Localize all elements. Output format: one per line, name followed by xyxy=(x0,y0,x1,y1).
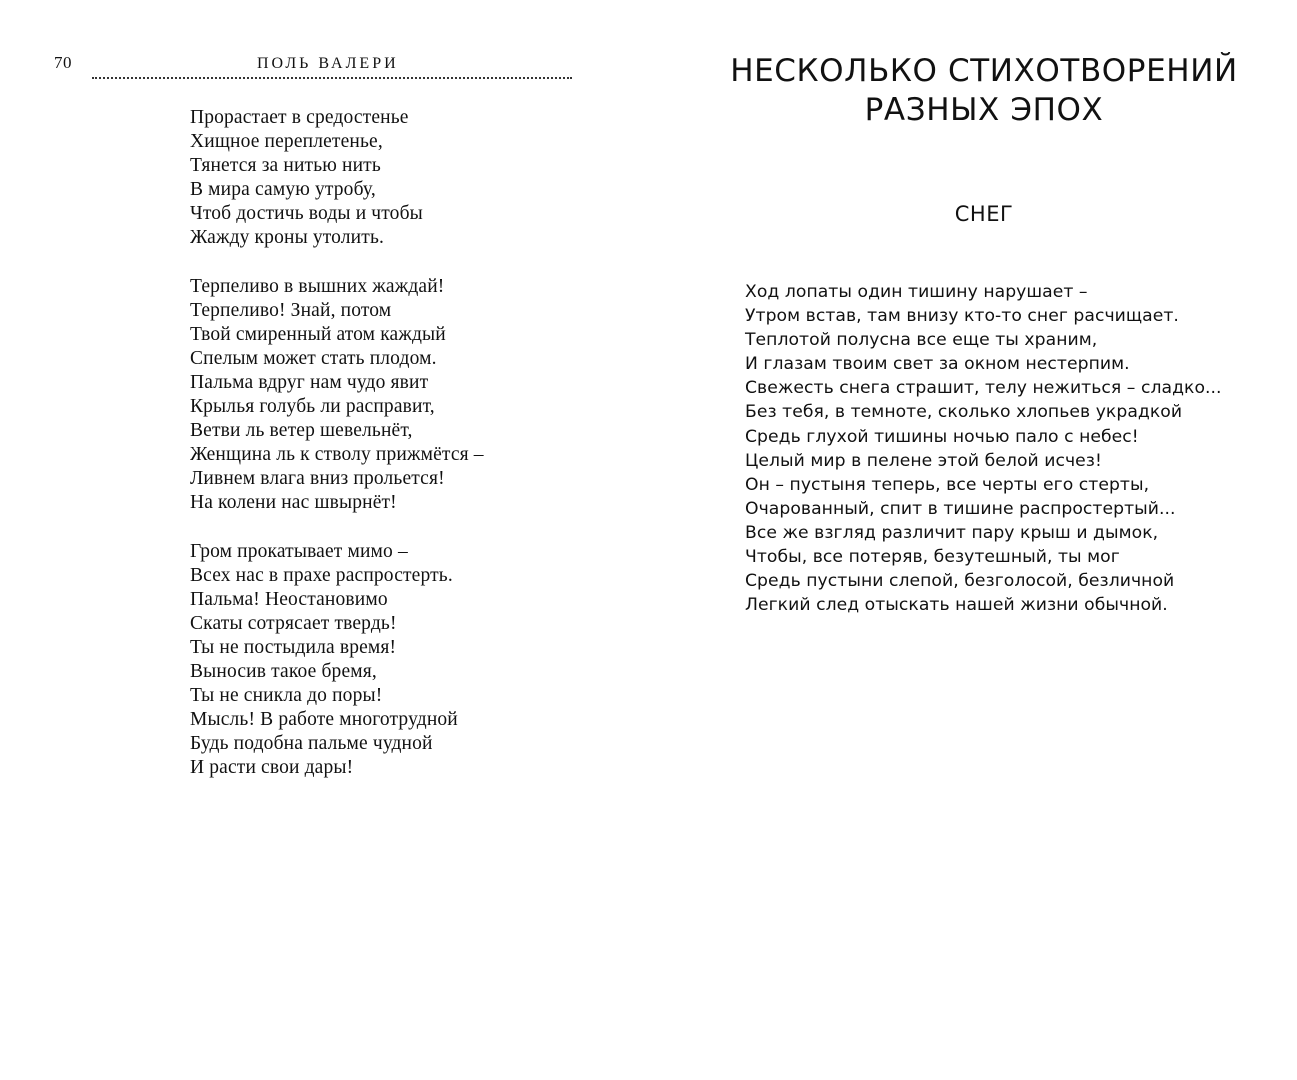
stanza-2 xyxy=(190,275,610,516)
running-header xyxy=(50,52,572,82)
poem-line: Гром прокатывает мимо – xyxy=(190,540,408,562)
page-number: 70 xyxy=(54,53,72,72)
poem-line: Будь подобна пальме чудной xyxy=(190,733,433,755)
stanza-3 xyxy=(190,540,610,781)
poem-line: Чтоб достичь воды и чтобы xyxy=(190,203,423,225)
poem-line: Он – пустыня теперь, все черты его стерты, xyxy=(745,474,1150,495)
poem-title: СНЕГ xyxy=(954,202,1014,226)
poem-line: На колени нас швырнёт! xyxy=(190,492,397,514)
poem-line: В мира самую утробу, xyxy=(190,179,376,201)
poem-line: Ветви ль ветер шевельнёт, xyxy=(190,420,413,442)
poem-left xyxy=(190,106,610,804)
poem-line: Ход лопаты один тишину нарушает – xyxy=(745,282,1088,302)
section-title xyxy=(704,52,1264,130)
section-title-line: НЕСКОЛЬКО СТИХОТВОРЕНИЙ xyxy=(730,53,1238,89)
poem-line: Средь глухой тишины ночью пало с небес! xyxy=(745,426,1139,447)
poem-line: Жажду кроны утолить. xyxy=(190,227,385,249)
poem-line: Женщина ль к стволу прижмётся – xyxy=(190,444,484,466)
running-title: ПОЛЬ ВАЛЕРИ xyxy=(257,55,399,72)
poem-line: Все же взгляд различит пару крыш и дымок, xyxy=(745,522,1159,543)
poem-line: Ливнем влага вниз прольется! xyxy=(190,468,445,490)
poem-line: Выносив такое бремя, xyxy=(190,660,377,682)
poem-line: И расти свои дары! xyxy=(190,757,354,779)
poem-line: Очарованный, спит в тишине распростертый... xyxy=(745,498,1176,519)
stanza-1 xyxy=(190,106,610,251)
poem-line: Тянется за нитью нить xyxy=(190,155,381,177)
poem-line: Пальма! Неостановимо xyxy=(190,588,388,610)
poem-line: И глазам твоим свет за окном нестерпим. xyxy=(745,354,1130,375)
header-dotted-rule xyxy=(92,77,572,79)
poem-line: Легкий след отыскать нашей жизни обычной. xyxy=(745,595,1168,616)
poem-line: Прорастает в средостенье xyxy=(190,107,409,128)
poem-line: Ты не постыдила время! xyxy=(190,636,397,658)
poem-line: Всех нас в прахе распростерть. xyxy=(190,564,453,586)
section-title-line: РАЗНЫХ ЭПОХ xyxy=(864,92,1104,128)
poem-line: Ты не сникла до поры! xyxy=(190,685,383,707)
poem-line: Утром встав, там внизу кто-то снег расчищает. xyxy=(745,306,1179,327)
poem-line: Средь пустыни слепой, безголосой, безличной xyxy=(745,571,1175,592)
left-page xyxy=(0,0,640,1080)
poem-right xyxy=(745,280,1265,617)
right-page xyxy=(660,0,1297,1080)
poem-line: Хищное переплетенье, xyxy=(190,131,383,153)
poem-line: Свежесть снега страшит, телу нежиться – сладко... xyxy=(745,378,1222,399)
poem-line: Целый мир в пелене этой белой исчез! xyxy=(745,450,1102,471)
poem-line: Терпеливо в вышних жаждай! xyxy=(190,275,445,297)
poem-line: Спелым может стать плодом. xyxy=(190,347,437,369)
poem-line: Крылья голубь ли расправит, xyxy=(190,396,435,418)
poem-line: Мысль! В работе многотрудной xyxy=(190,709,458,731)
poem-line: Твой смиренный атом каждый xyxy=(190,323,446,345)
poem-line: Теплотой полусна все еще ты храним, xyxy=(745,330,1098,351)
poem-line: Без тебя, в темноте, сколько хлопьев украдкой xyxy=(745,402,1183,423)
poem-line: Скаты сотрясает твердь! xyxy=(190,612,397,634)
poem-line: Терпеливо! Знай, потом xyxy=(190,299,392,321)
poem-line: Чтобы, все потеряв, безутешный, ты мог xyxy=(745,547,1120,568)
poem-line: Пальма вдруг нам чудо явит xyxy=(190,371,429,393)
